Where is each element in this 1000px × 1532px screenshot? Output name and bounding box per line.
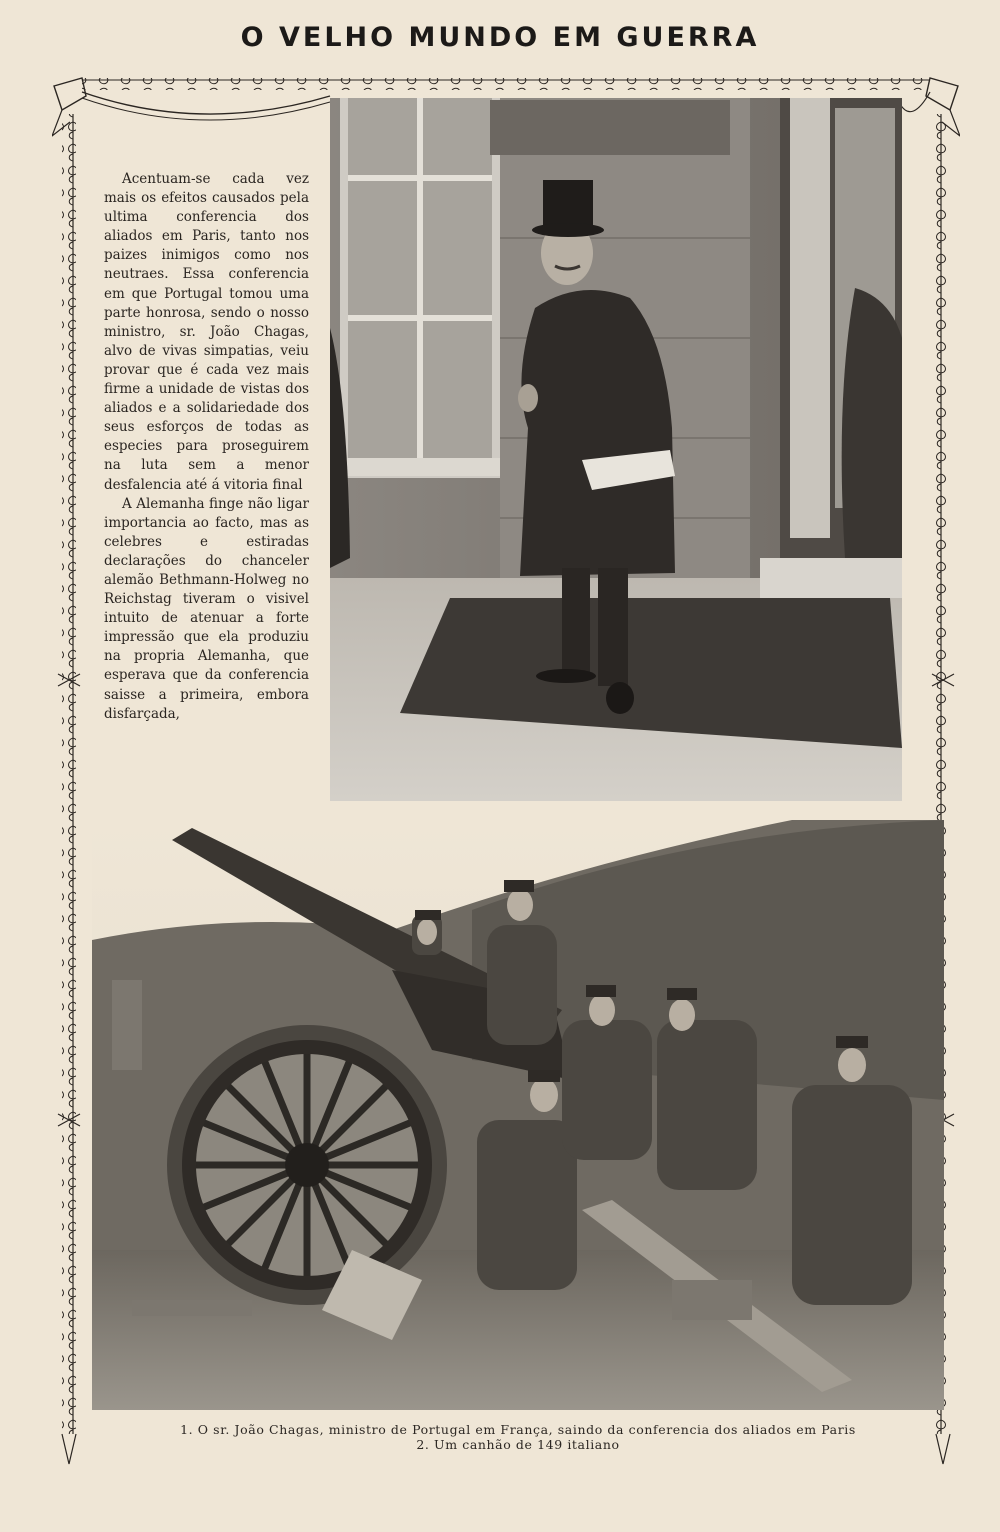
- article-paragraph: A Alemanha finge não ligar importancia ao facto, mas as celebres e estiradas declarações do chanceler alemão Bethmann-Holweg no Reichstag tiveram o visivel intuito de atenuar a forte impressão que ela produziu na propria Alemanha, que esperava que da conferencia saisse a primeira, embora disfarçada,: [104, 495, 309, 722]
- article-text: [104, 170, 309, 724]
- caption-line-2: 2. Um canhão de 149 italiano: [416, 1437, 620, 1452]
- photo-minister-top-hat: [330, 98, 902, 801]
- page-title: O VELHO MUNDO EM GUERRA: [240, 22, 760, 53]
- article-paragraph: Acentuam-se cada vez mais os efeitos causados pela ultima conferencia dos aliados em Paris, tanto nos paizes inimigos como nos neutraes. Essa conferencia em que Portugal tomou uma parte honrosa, sendo o nosso ministro, sr. João Chagas, alvo de vivas simpatias, veiu provar que é cada vez mais firme a unidade de vistas dos aliados e a solidariedade dos seus esforços de todas as especies para proseguirem na luta sem a menor desfalencia até á vitoria final: [104, 171, 309, 493]
- photo-italian-cannon: [92, 820, 944, 1410]
- caption-line-1: 1. O sr. João Chagas, ministro de Portugal em França, saindo da conferencia dos aliados em Paris: [180, 1422, 856, 1437]
- photo-captions: [92, 1422, 944, 1452]
